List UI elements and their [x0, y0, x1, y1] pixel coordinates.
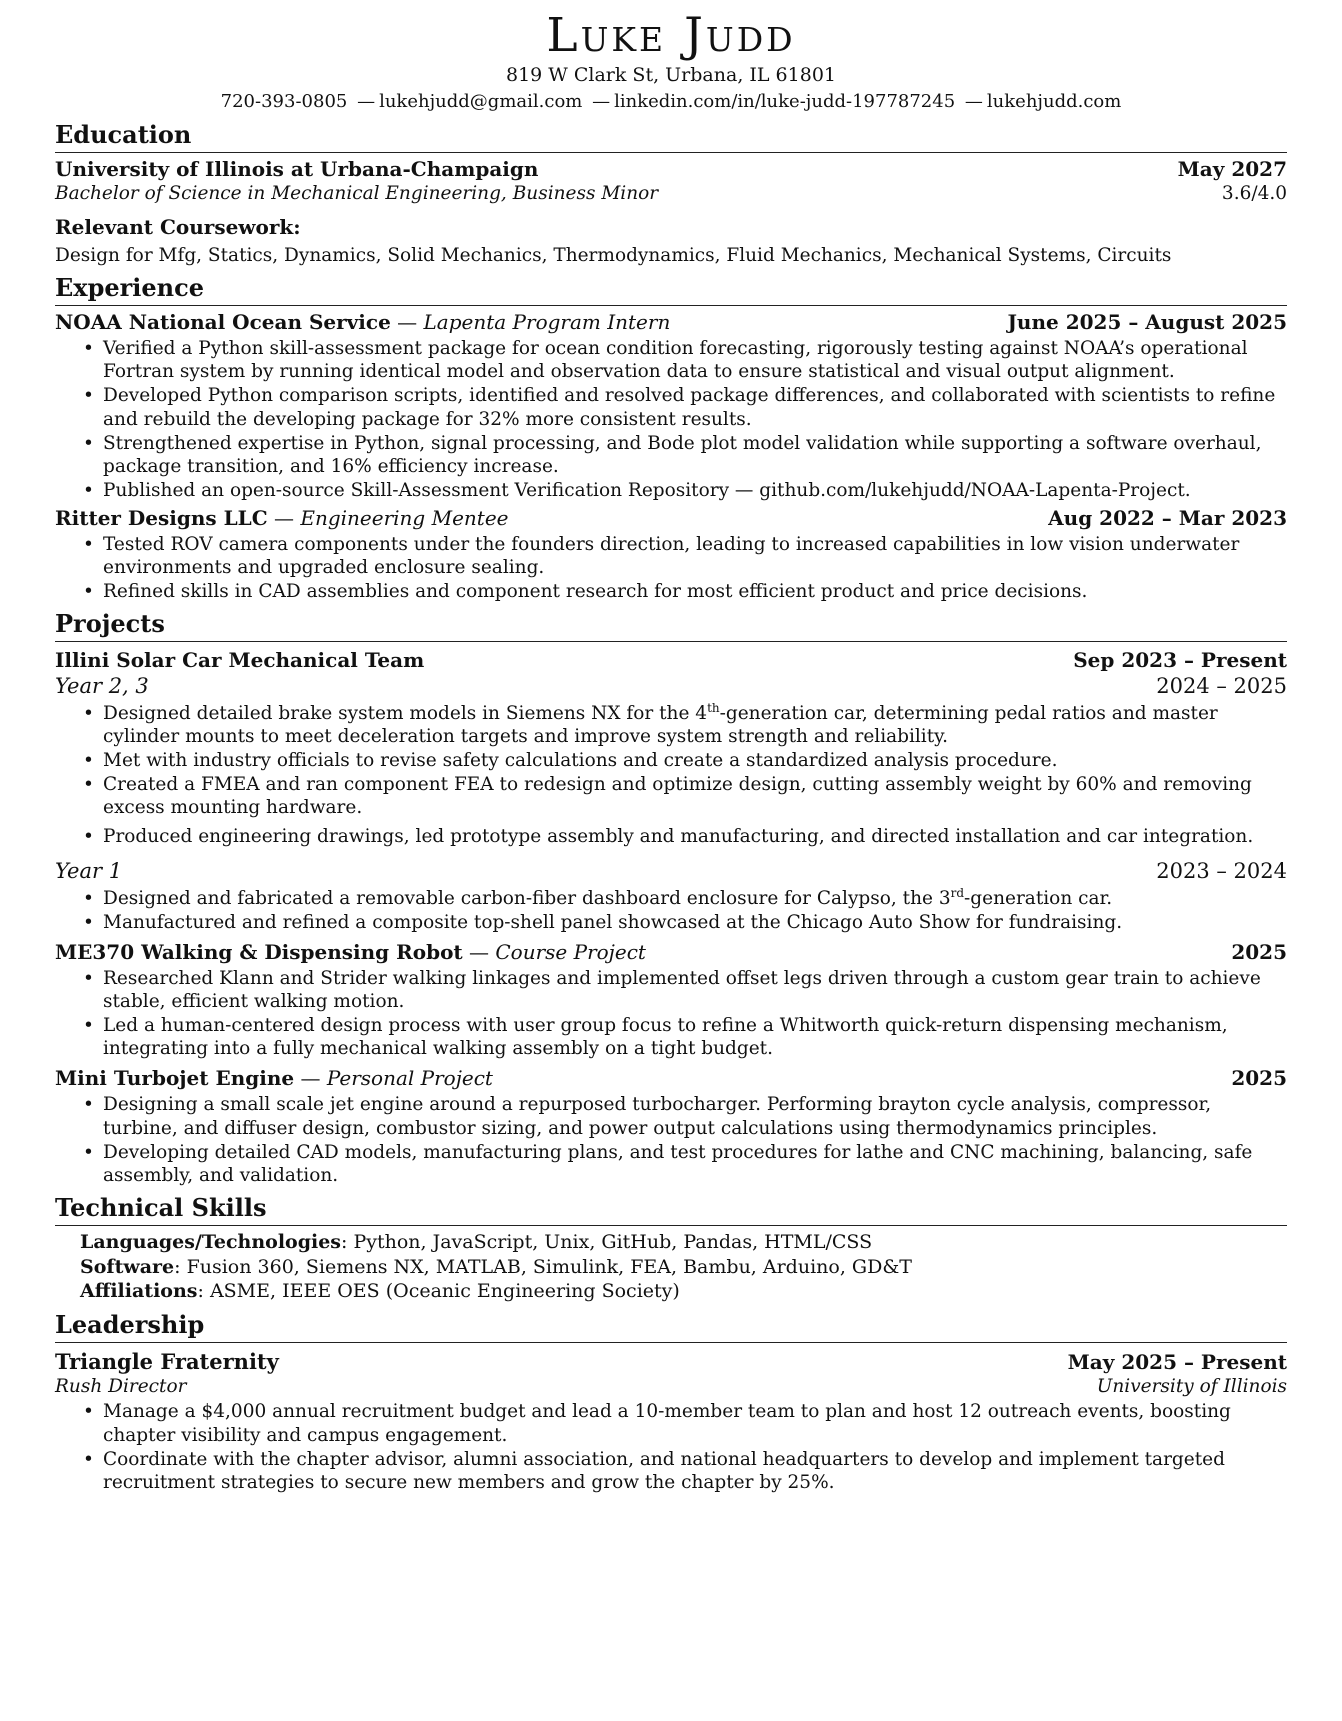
- list-item: • Strengthened expertise in Python, signal processing, and Bode plot model validation while supporting a software overhaul, package transition, and 16% efficiency increase.: [103, 432, 1287, 478]
- projects-section: [55, 609, 1287, 1187]
- project-bullets: [55, 887, 1287, 934]
- coursework-label: Relevant Coursework:: [55, 215, 301, 240]
- list-item: • Designed and fabricated a removable carbon-fiber dashboard enclosure for Calypso, the 3rd-generation car.: [103, 887, 1287, 910]
- phone-number: 720-393-0805: [220, 91, 348, 113]
- project-bullets: [55, 702, 1287, 849]
- skill-label: Software: [80, 1255, 175, 1278]
- leadership-bullets: [55, 1400, 1287, 1494]
- coursework-list: Design for Mfg, Statics, Dynamics, Solid Mechanics, Thermodynamics, Fluid Mechanics, Mechanical Systems, Circuits: [55, 245, 1172, 267]
- section-divider: [55, 641, 1287, 642]
- gpa: 3.6/4.0: [1221, 182, 1287, 204]
- leadership-location: University of Illinois: [1096, 1376, 1287, 1398]
- list-item: • Published an open-source Skill-Assessment Verification Repository — github.com/lukehjudd/NOAA-Lapenta-Project.: [103, 479, 1287, 502]
- list-item: • Tested ROV camera components under the founders direction, leading to increased capabilities in low vision underwater environments and upgraded enclosure sealing.: [103, 533, 1287, 579]
- subrole-label: Year 2, 3: [55, 674, 149, 699]
- skill-value: Fusion 360, Siemens NX, MATLAB, Simulink, FEA, Bambu, Arduino, GD&T: [186, 1255, 912, 1278]
- project-header: Mini Turbojet Engine — Personal Project 2025: [55, 1066, 1287, 1091]
- email-link[interactable]: lukehjudd@gmail.com: [379, 91, 583, 113]
- subrole-header: [55, 673, 1287, 699]
- job-title: Lapenta Program Intern: [423, 310, 671, 335]
- school-name: University of Illinois at Urbana-Champaign: [55, 156, 539, 181]
- job-title: Engineering Mentee: [300, 506, 509, 531]
- job-header: NOAA National Ocean Service — Lapenta Program Intern June 2025 – August 2025: [55, 310, 1287, 335]
- skill-row: Affiliations: ASME, IEEE OES (Oceanic Engineering Society): [80, 1280, 680, 1303]
- graduation-date: May 2027: [1177, 156, 1287, 181]
- list-item: • Manage a $4,000 annual recruitment budget and lead a 10-member team to plan and host 12 outreach events, boosting chapter visibility and campus engagement.: [103, 1400, 1287, 1446]
- subrole-dates: 2024 – 2025: [1156, 674, 1287, 699]
- job-dates: June 2025 – August 2025: [1007, 310, 1287, 335]
- list-item: • Developed Python comparison scripts, identified and resolved package differences, and collaborated with scientists to refine and rebuild the developing package for 32% more consistent results.: [103, 384, 1287, 430]
- resume-header: [55, 10, 1287, 114]
- subrole-label: Year 1: [55, 859, 123, 884]
- employer-name: Ritter Designs LLC: [55, 506, 268, 531]
- list-item: • Led a human-centered design process with user group focus to refine a Whitworth quick-return dispensing mechanism, integrating into a fully mechanical walking assembly on a tight budget.: [103, 1014, 1287, 1060]
- skills-section: [55, 1193, 1287, 1304]
- project-type: Personal Project: [326, 1066, 493, 1091]
- employer-name: NOAA National Ocean Service: [55, 310, 391, 335]
- skill-label: Affiliations: [80, 1280, 198, 1303]
- list-item: • Verified a Python skill-assessment package for ocean condition forecasting, rigorously testing against NOAA’s operational Fortran system by running identical model and observation data to ensure statistical and visual output alignment.: [103, 337, 1287, 383]
- list-item: • Developing detailed CAD models, manufacturing plans, and test procedures for lathe and CNC machining, balancing, safe assembly, and validation.: [103, 1141, 1287, 1187]
- leadership-header: [55, 1349, 1287, 1375]
- job-bullets: [55, 533, 1287, 603]
- separator: —: [592, 91, 611, 113]
- organization-name: Triangle Fraternity: [55, 1349, 279, 1374]
- experience-section: [55, 273, 1287, 603]
- job-bullets: [55, 337, 1287, 502]
- separator: —: [357, 91, 376, 113]
- project-dates: 2025: [1231, 1066, 1287, 1091]
- section-title: Leadership: [55, 1310, 205, 1339]
- skill-row: Languages/Technologies: Python, JavaScript, Unix, GitHub, Pandas, HTML/CSS: [80, 1230, 873, 1253]
- section-divider: [55, 152, 1287, 153]
- leadership-role: Rush Director: [55, 1376, 187, 1398]
- skills-list: [55, 1230, 1287, 1304]
- section-title: Experience: [55, 273, 205, 303]
- list-item: • Created a FMEA and ran component FEA to redesign and optimize design, cutting assembly weight by 60% and removing excess mounting hardware.: [103, 773, 1287, 819]
- leadership-dates: May 2025 – Present: [1067, 1350, 1287, 1374]
- section-divider: [55, 1225, 1287, 1226]
- section-title: Education: [55, 119, 192, 149]
- list-item: • Designing a small scale jet engine around a repurposed turbocharger. Performing brayton cycle analysis, compressor, turbine, and diffuser design, combustor sizing, and power output calculations using thermodynamics principles.: [103, 1093, 1287, 1139]
- project-header: ME370 Walking & Dispensing Robot — Course Project 2025: [55, 939, 1287, 964]
- subrole-header: [55, 858, 1287, 884]
- section-title: Projects: [55, 609, 165, 639]
- separator: —: [964, 91, 983, 113]
- list-item: • Researched Klann and Strider walking linkages and implemented offset legs driven through a custom gear train to achieve stable, efficient walking motion.: [103, 967, 1287, 1013]
- linkedin-link[interactable]: linkedin.com/in/luke-judd-197787245: [614, 91, 956, 113]
- section-title: Technical Skills: [55, 1192, 267, 1222]
- skill-value: Python, JavaScript, Unix, GitHub, Pandas, HTML/CSS: [353, 1230, 873, 1253]
- skill-label: Languages/Technologies: [80, 1230, 341, 1253]
- project-dates: 2025: [1231, 939, 1287, 964]
- list-item: • Designed detailed brake system models in Siemens NX for the 4th-generation car, determining pedal ratios and master cylinder mounts to meet deceleration targets and improve system strength and reliability.: [103, 702, 1287, 748]
- subrole-dates: 2023 – 2024: [1156, 859, 1287, 884]
- project-name: Illini Solar Car Mechanical Team: [55, 648, 425, 673]
- list-item: • Produced engineering drawings, led prototype assembly and manufacturing, and directed installation and car integration.: [103, 825, 1287, 848]
- section-divider: [55, 1342, 1287, 1343]
- job-dates: Aug 2022 – Mar 2023: [1048, 506, 1287, 531]
- project-type: Course Project: [495, 939, 646, 964]
- website-link[interactable]: lukehjudd.com: [986, 91, 1122, 113]
- education-section: [55, 120, 1287, 267]
- project-name: ME370 Walking & Dispensing Robot: [55, 939, 463, 964]
- skill-value: ASME, IEEE OES (Oceanic Engineering Society): [209, 1280, 680, 1303]
- project-header: [55, 648, 1287, 673]
- project-bullets: [55, 967, 1287, 1061]
- job-header: Ritter Designs LLC — Engineering Mentee Aug 2022 – Mar 2023: [55, 506, 1287, 531]
- contact-line: [55, 91, 1287, 114]
- leadership-subheader: [55, 1375, 1287, 1398]
- project-name: Mini Turbojet Engine: [55, 1066, 295, 1091]
- candidate-name: Luke Judd: [546, 8, 796, 63]
- address: 819 W Clark St, Urbana, IL 61801: [505, 63, 836, 86]
- list-item: • Manufactured and refined a composite top-shell panel showcased at the Chicago Auto Show for fundraising.: [103, 911, 1287, 934]
- list-item: • Coordinate with the chapter advisor, alumni association, and national headquarters to develop and implement targeted recruitment strategies to secure new members and grow the chapter by 25%.: [103, 1448, 1287, 1494]
- project-dates: Sep 2023 – Present: [1073, 648, 1287, 673]
- project-bullets: [55, 1093, 1287, 1187]
- leadership-section: [55, 1310, 1287, 1494]
- list-item: • Refined skills in CAD assemblies and component research for most efficient product and price decisions.: [103, 580, 1287, 603]
- section-divider: [55, 305, 1287, 306]
- skill-row: Software: Fusion 360, Siemens NX, MATLAB, Simulink, FEA, Bambu, Arduino, GD&T: [80, 1255, 912, 1278]
- list-item: • Met with industry officials to revise safety calculations and create a standardized analysis procedure.: [103, 749, 1287, 772]
- degree: Bachelor of Science in Mechanical Engineering, Business Minor: [55, 182, 659, 204]
